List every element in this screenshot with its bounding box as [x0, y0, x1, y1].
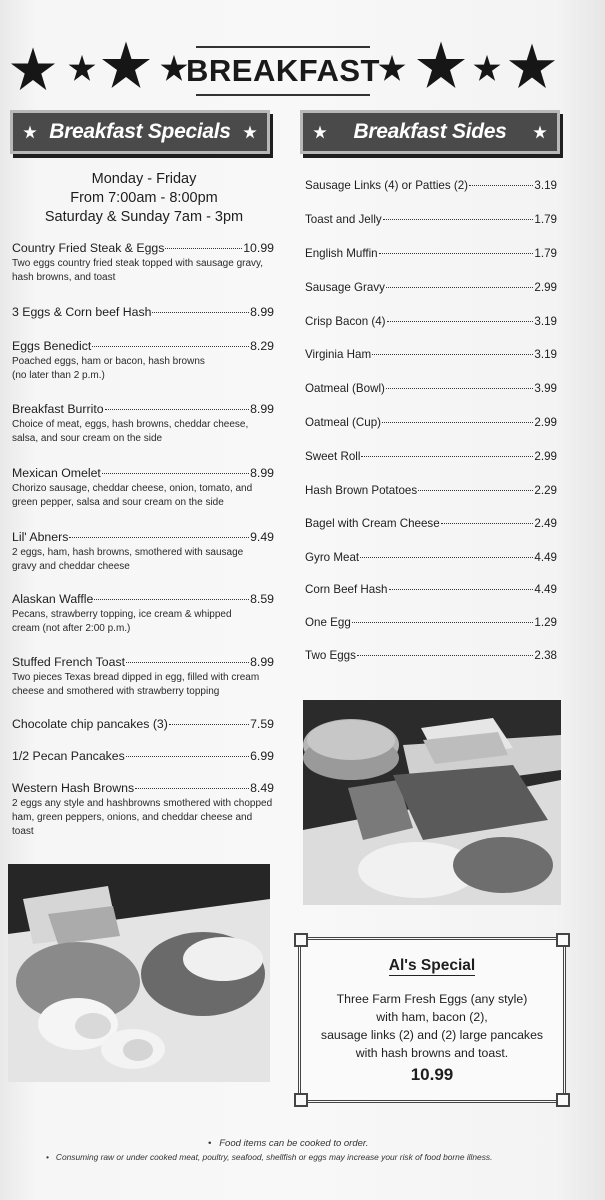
item-name: Virginia Ham — [305, 348, 372, 361]
side-item — [305, 315, 557, 328]
page-title: BREAKFAST — [186, 53, 380, 88]
als-special-title: Al's Special — [388, 957, 476, 974]
specials-heading: Breakfast Specials — [49, 120, 231, 143]
footer-note: • Food items can be cooked to order. — [208, 1138, 369, 1149]
item-price: 1.29 — [534, 616, 557, 629]
side-item — [305, 616, 557, 629]
als-special-line: sausage links (2) and (2) large pancakes — [320, 1028, 544, 1042]
side-item — [305, 583, 557, 596]
item-price: 1.79 — [534, 213, 557, 226]
menu-item — [12, 781, 274, 839]
item-price: 1.79 — [534, 247, 557, 260]
item-name: 1/2 Pecan Pancakes — [12, 749, 125, 763]
als-special-price: 10.99 — [410, 1065, 454, 1084]
item-description: salsa, and sour cream on the side — [12, 433, 163, 444]
item-name: Two Eggs — [305, 649, 356, 662]
item-name: Alaskan Waffle — [12, 592, 94, 606]
item-name: Chocolate chip pancakes (3) — [12, 717, 168, 731]
item-price: 8.99 — [250, 305, 274, 319]
item-price: 4.49 — [534, 551, 557, 564]
footer-note: • Consuming raw or under cooked meat, poultry, seafood, shellfish or eggs may increase your risk of food borne illness. — [46, 1152, 493, 1162]
item-description: Pecans, strawberry topping, ice cream & whipped — [12, 609, 232, 620]
item-price: 8.49 — [250, 781, 274, 795]
item-price: 9.49 — [250, 530, 274, 544]
item-description: 2 eggs any style and hashbrowns smothered with chopped — [12, 798, 273, 809]
item-name: English Muffin — [305, 247, 378, 260]
item-name: Sweet Roll — [305, 450, 361, 463]
item-name: Bagel with Cream Cheese — [305, 517, 440, 530]
item-name: Crisp Bacon (4) — [305, 315, 386, 328]
item-price: 8.59 — [250, 592, 274, 606]
item-price: 7.59 — [250, 717, 274, 731]
item-description: cream (not after 2:00 p.m.) — [12, 623, 131, 634]
menu-item — [12, 592, 274, 636]
menu-item — [12, 530, 274, 574]
side-item — [305, 551, 557, 564]
item-price: 6.99 — [250, 749, 274, 763]
item-name: Toast and Jelly — [305, 213, 382, 226]
item-description: green pepper, salsa and sour cream on the side — [12, 497, 224, 508]
item-description: Two pieces Texas bread dipped in egg, filled with cream — [12, 672, 260, 683]
star-icon — [10, 46, 56, 92]
food-photo-steak-eggs — [8, 864, 270, 1082]
opening-hours — [10, 170, 278, 227]
star-icon — [473, 54, 501, 82]
item-price: 8.99 — [250, 402, 274, 416]
menu-item — [12, 305, 274, 319]
star-icon — [68, 54, 96, 82]
item-price: 2.99 — [534, 416, 557, 429]
side-item — [305, 179, 557, 192]
star-icon — [533, 125, 547, 139]
menu-item — [12, 655, 274, 699]
item-name: Gyro Meat — [305, 551, 360, 564]
star-icon — [378, 54, 406, 82]
item-description: Poached eggs, ham or bacon, hash browns — [12, 356, 205, 367]
item-name: Western Hash Browns — [12, 781, 135, 795]
item-name: Corn Beef Hash — [305, 583, 388, 596]
side-item — [305, 213, 557, 226]
side-item — [305, 517, 557, 530]
item-description: ham, green peppers, onions, and cheddar cheese and toast — [12, 812, 253, 837]
side-item — [305, 484, 557, 497]
als-special-line: Three Farm Fresh Eggs (any style) — [336, 992, 528, 1006]
item-price: 3.19 — [534, 348, 557, 361]
hours-line: Saturday & Sunday 7am - 3pm — [44, 209, 244, 225]
item-description: gravy and cheddar cheese — [12, 561, 130, 572]
item-price: 2.99 — [534, 281, 557, 294]
item-name: Sausage Links (4) or Patties (2) — [305, 179, 469, 192]
item-name: One Egg — [305, 616, 351, 629]
sides-banner — [300, 110, 560, 154]
side-item — [305, 450, 557, 463]
side-item — [305, 247, 557, 260]
food-photo-pancakes-steak — [303, 700, 561, 905]
item-price: 8.99 — [250, 466, 274, 480]
item-price: 10.99 — [243, 241, 274, 255]
star-icon — [160, 54, 188, 82]
star-icon — [23, 125, 37, 139]
item-price: 3.99 — [534, 382, 557, 395]
menu-item — [12, 717, 274, 731]
item-name: Breakfast Burrito — [12, 402, 104, 416]
hours-line: Monday - Friday — [91, 171, 197, 187]
specials-banner — [10, 110, 270, 154]
item-name: Stuffed French Toast — [12, 655, 126, 669]
star-icon — [243, 125, 257, 139]
item-name: Eggs Benedict — [12, 339, 92, 353]
item-name: Lil' Abners — [12, 530, 69, 544]
menu-item — [12, 339, 274, 383]
item-description: Chorizo sausage, cheddar cheese, onion, tomato, and — [12, 483, 253, 494]
item-name: Oatmeal (Cup) — [305, 416, 382, 429]
star-icon — [101, 40, 151, 90]
star-icon — [416, 40, 466, 90]
item-price: 4.49 — [534, 583, 557, 596]
side-item — [305, 416, 557, 429]
item-price: 2.49 — [534, 517, 557, 530]
menu-item — [12, 241, 274, 285]
item-name: Sausage Gravy — [305, 281, 385, 294]
side-item — [305, 649, 557, 662]
star-icon — [508, 42, 556, 90]
menu-item — [12, 402, 274, 446]
item-name: Oatmeal (Bowl) — [305, 382, 385, 395]
side-item — [305, 382, 557, 395]
als-special-box — [298, 937, 566, 1103]
item-price: 3.19 — [534, 315, 557, 328]
item-name: Hash Brown Potatoes — [305, 484, 418, 497]
sides-heading: Breakfast Sides — [353, 120, 507, 143]
item-name: Mexican Omelet — [12, 466, 101, 480]
item-name: Country Fried Steak & Eggs — [12, 241, 165, 255]
side-item — [305, 348, 557, 361]
als-special-line: with hash browns and toast. — [355, 1046, 509, 1060]
item-description: Choice of meat, eggs, hash browns, cheddar cheese, — [12, 419, 249, 430]
item-price: 8.99 — [250, 655, 274, 669]
item-price: 8.29 — [250, 339, 274, 353]
menu-item — [12, 466, 274, 510]
item-description: Two eggs country fried steak topped with sausage gravy, — [12, 258, 264, 269]
item-description: (no later than 2 p.m.) — [12, 370, 105, 381]
footer-note-text: Consuming raw or under cooked meat, poultry, seafood, shellfish or eggs may increase your risk of food borne illness. — [55, 1152, 493, 1162]
item-price: 2.38 — [534, 649, 557, 662]
item-name: 3 Eggs & Corn beef Hash — [12, 305, 152, 319]
footer-note-text: Food items can be cooked to order. — [219, 1138, 369, 1149]
als-special-line: with ham, bacon (2), — [376, 1010, 488, 1024]
item-price: 3.19 — [534, 179, 557, 192]
header-title-box — [186, 46, 380, 96]
hours-line: From 7:00am - 8:00pm — [70, 190, 218, 206]
item-description: 2 eggs, ham, hash browns, smothered with sausage — [12, 547, 244, 558]
item-description: hash browns, and toast — [12, 272, 116, 283]
side-item — [305, 281, 557, 294]
menu-item — [12, 749, 274, 763]
star-icon — [313, 125, 327, 139]
item-description: cheese and smothered with strawberry topping — [12, 686, 220, 697]
item-price: 2.29 — [534, 484, 557, 497]
item-price: 2.99 — [534, 450, 557, 463]
